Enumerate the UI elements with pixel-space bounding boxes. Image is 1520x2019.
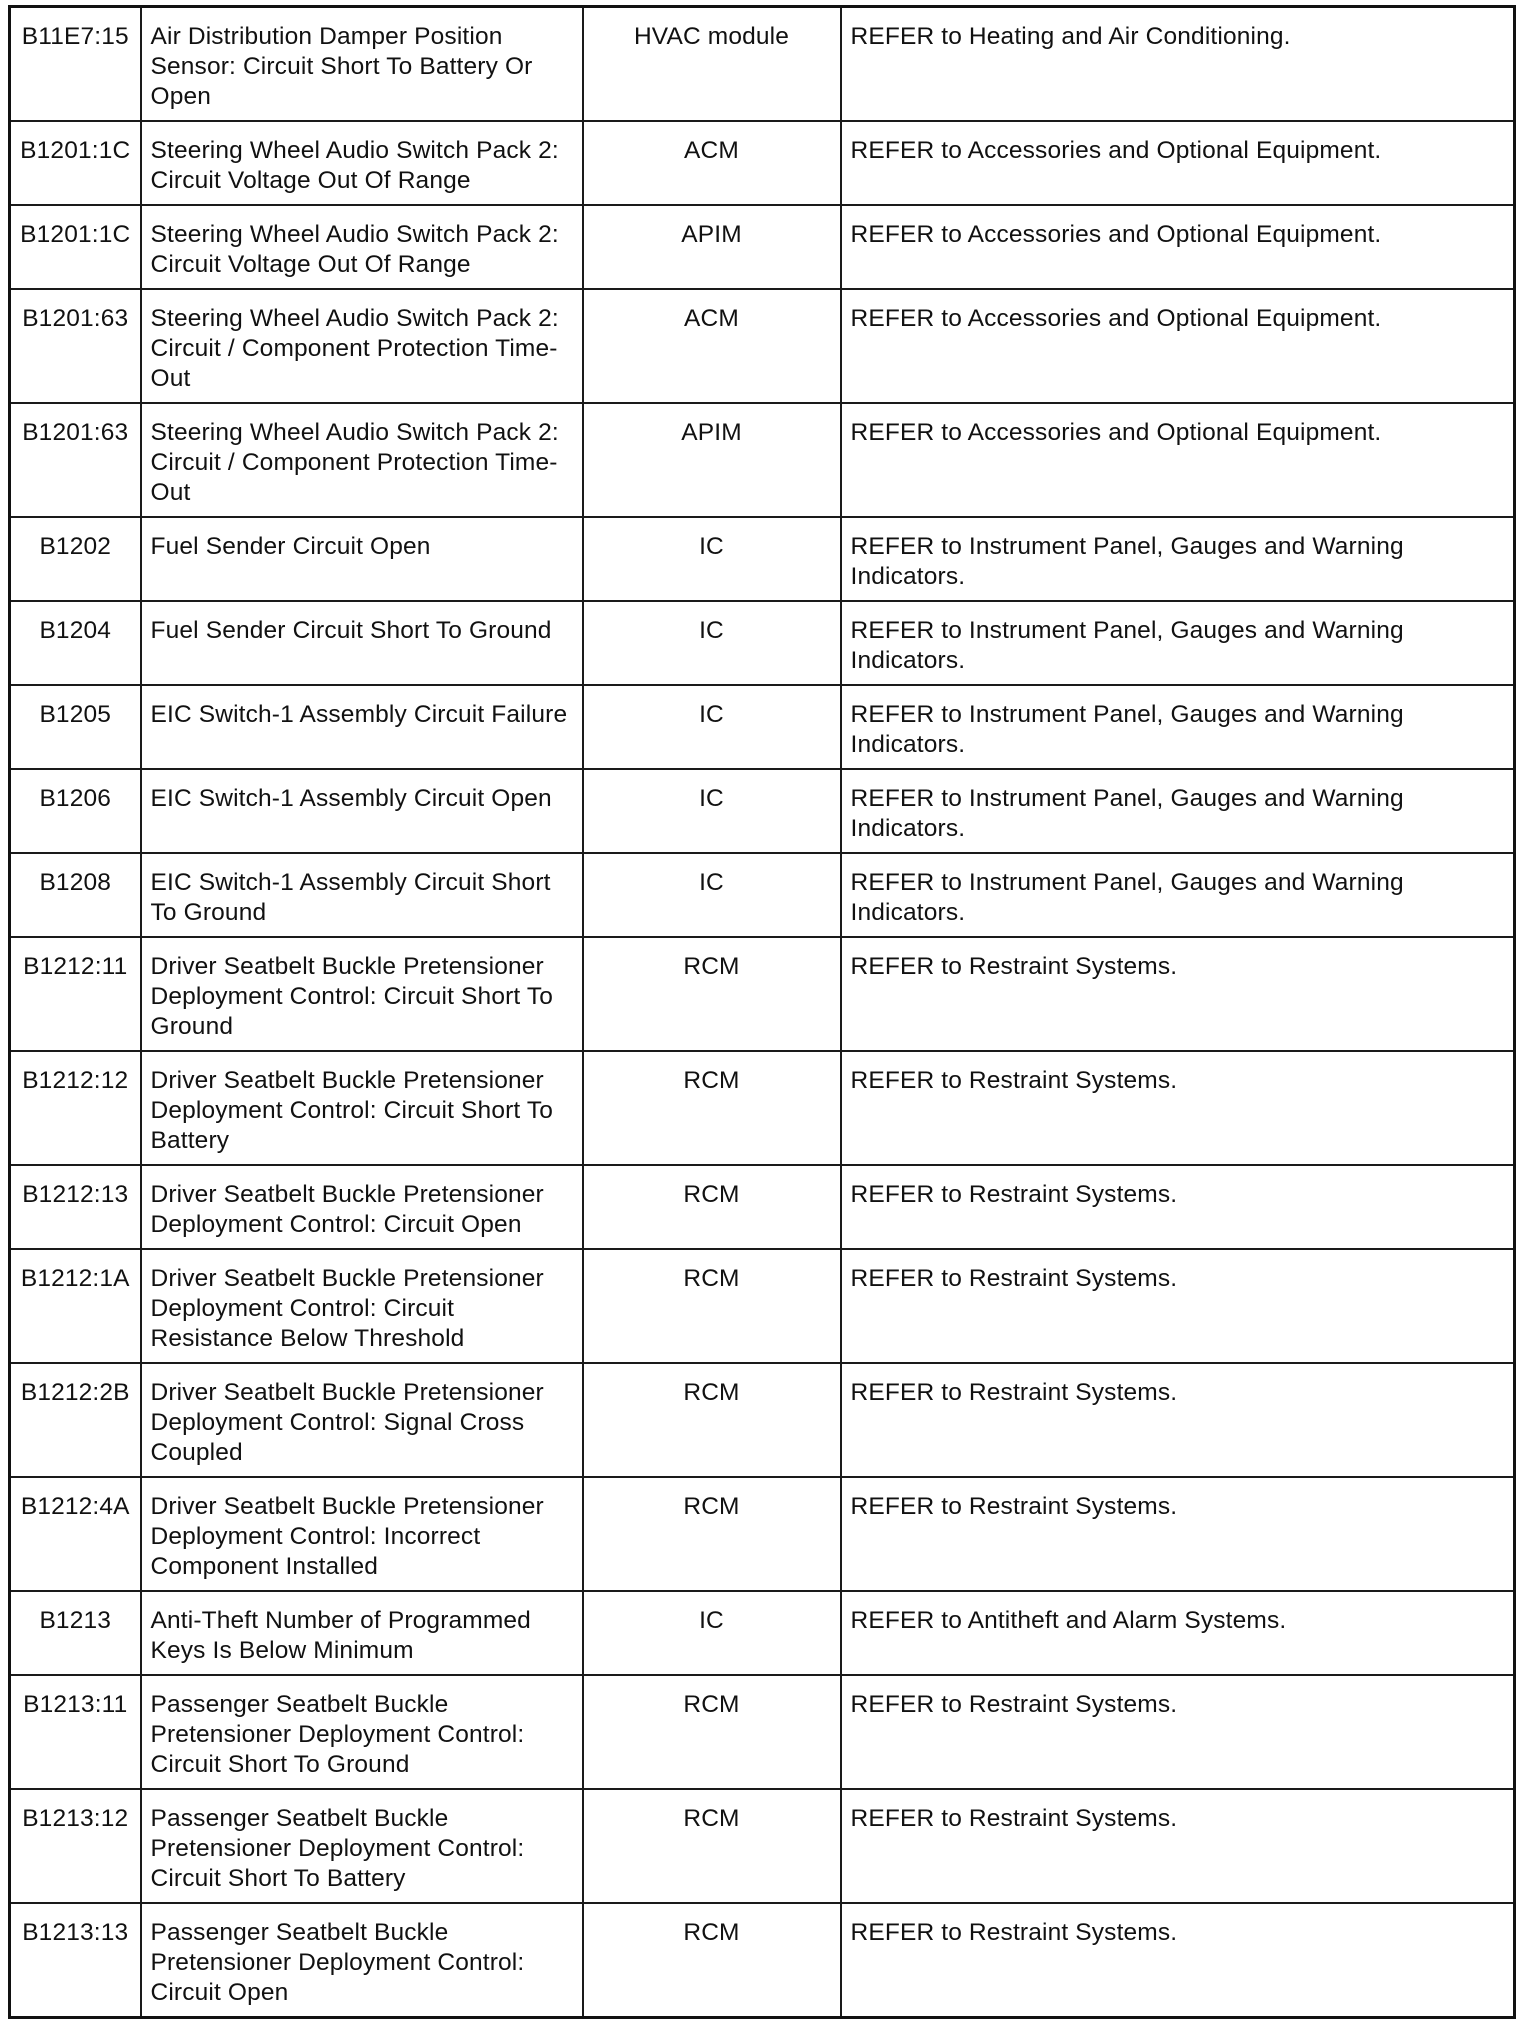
- dtc-module-cell: IC: [583, 853, 841, 937]
- dtc-description-cell: Driver Seatbelt Buckle Pretensioner Deployment Control: Signal Cross Coupled: [141, 1363, 583, 1477]
- dtc-action-cell: REFER to Instrument Panel, Gauges and Warning Indicators.: [841, 769, 1515, 853]
- dtc-module-cell: RCM: [583, 1249, 841, 1363]
- dtc-code-cell: B1201:1C: [10, 121, 141, 205]
- dtc-action-cell: REFER to Antitheft and Alarm Systems.: [841, 1591, 1515, 1675]
- dtc-module-cell: IC: [583, 1591, 841, 1675]
- table-row: [10, 769, 1515, 853]
- dtc-code-cell: B1205: [10, 685, 141, 769]
- dtc-action-cell: REFER to Instrument Panel, Gauges and Warning Indicators.: [841, 685, 1515, 769]
- dtc-module-cell: IC: [583, 517, 841, 601]
- dtc-description-cell: Passenger Seatbelt Buckle Pretensioner Deployment Control: Circuit Open: [141, 1903, 583, 2018]
- dtc-code-cell: B1201:63: [10, 289, 141, 403]
- dtc-module-cell: RCM: [583, 1165, 841, 1249]
- table-row: [10, 1789, 1515, 1903]
- dtc-action-cell: REFER to Instrument Panel, Gauges and Warning Indicators.: [841, 517, 1515, 601]
- table-row: [10, 1363, 1515, 1477]
- dtc-description-cell: Fuel Sender Circuit Short To Ground: [141, 601, 583, 685]
- dtc-action-cell: REFER to Restraint Systems.: [841, 1789, 1515, 1903]
- dtc-code-cell: B1206: [10, 769, 141, 853]
- dtc-action-cell: REFER to Instrument Panel, Gauges and Warning Indicators.: [841, 601, 1515, 685]
- dtc-module-cell: ACM: [583, 289, 841, 403]
- table-row: [10, 517, 1515, 601]
- dtc-module-cell: HVAC module: [583, 7, 841, 122]
- dtc-description-cell: Driver Seatbelt Buckle Pretensioner Deployment Control: Circuit Short To Ground: [141, 937, 583, 1051]
- dtc-description-cell: Driver Seatbelt Buckle Pretensioner Deployment Control: Circuit Resistance Below Threshold: [141, 1249, 583, 1363]
- dtc-description-cell: Steering Wheel Audio Switch Pack 2: Circuit / Component Protection Time-Out: [141, 403, 583, 517]
- dtc-action-cell: REFER to Restraint Systems.: [841, 1675, 1515, 1789]
- table-row: [10, 1165, 1515, 1249]
- dtc-module-cell: RCM: [583, 937, 841, 1051]
- dtc-description-cell: Passenger Seatbelt Buckle Pretensioner Deployment Control: Circuit Short To Ground: [141, 1675, 583, 1789]
- dtc-module-cell: APIM: [583, 205, 841, 289]
- dtc-code-cell: B1213: [10, 1591, 141, 1675]
- dtc-description-cell: Fuel Sender Circuit Open: [141, 517, 583, 601]
- dtc-code-cell: B1212:12: [10, 1051, 141, 1165]
- dtc-code-cell: B1212:2B: [10, 1363, 141, 1477]
- table-row: [10, 1591, 1515, 1675]
- dtc-action-cell: REFER to Restraint Systems.: [841, 937, 1515, 1051]
- dtc-table-body: [10, 7, 1515, 2018]
- dtc-description-cell: Anti-Theft Number of Programmed Keys Is Below Minimum: [141, 1591, 583, 1675]
- dtc-code-cell: B1212:1A: [10, 1249, 141, 1363]
- dtc-module-cell: IC: [583, 685, 841, 769]
- dtc-description-cell: Steering Wheel Audio Switch Pack 2: Circuit Voltage Out Of Range: [141, 121, 583, 205]
- dtc-code-cell: B1213:12: [10, 1789, 141, 1903]
- dtc-description-cell: EIC Switch-1 Assembly Circuit Short To Ground: [141, 853, 583, 937]
- table-row: [10, 1675, 1515, 1789]
- dtc-code-cell: B1213:11: [10, 1675, 141, 1789]
- dtc-module-cell: IC: [583, 769, 841, 853]
- table-row: [10, 1477, 1515, 1591]
- dtc-module-cell: ACM: [583, 121, 841, 205]
- table-row: [10, 1903, 1515, 2018]
- dtc-action-cell: REFER to Restraint Systems.: [841, 1477, 1515, 1591]
- table-row: [10, 1051, 1515, 1165]
- dtc-code-cell: B11E7:15: [10, 7, 141, 122]
- dtc-module-cell: IC: [583, 601, 841, 685]
- dtc-code-cell: B1213:13: [10, 1903, 141, 2018]
- dtc-code-cell: B1201:1C: [10, 205, 141, 289]
- dtc-action-cell: REFER to Heating and Air Conditioning.: [841, 7, 1515, 122]
- dtc-action-cell: REFER to Restraint Systems.: [841, 1903, 1515, 2018]
- table-row: [10, 7, 1515, 122]
- dtc-description-cell: Steering Wheel Audio Switch Pack 2: Circuit / Component Protection Time-Out: [141, 289, 583, 403]
- dtc-code-cell: B1212:13: [10, 1165, 141, 1249]
- dtc-module-cell: APIM: [583, 403, 841, 517]
- dtc-module-cell: RCM: [583, 1477, 841, 1591]
- dtc-action-cell: REFER to Accessories and Optional Equipment.: [841, 403, 1515, 517]
- dtc-description-cell: Air Distribution Damper Position Sensor: Circuit Short To Battery Or Open: [141, 7, 583, 122]
- dtc-module-cell: RCM: [583, 1363, 841, 1477]
- table-row: [10, 1249, 1515, 1363]
- dtc-action-cell: REFER to Restraint Systems.: [841, 1363, 1515, 1477]
- table-row: [10, 685, 1515, 769]
- dtc-action-cell: REFER to Accessories and Optional Equipment.: [841, 121, 1515, 205]
- dtc-action-cell: REFER to Instrument Panel, Gauges and Warning Indicators.: [841, 853, 1515, 937]
- table-row: [10, 121, 1515, 205]
- dtc-action-cell: REFER to Restraint Systems.: [841, 1165, 1515, 1249]
- dtc-description-cell: Driver Seatbelt Buckle Pretensioner Deployment Control: Incorrect Component Installed: [141, 1477, 583, 1591]
- dtc-module-cell: RCM: [583, 1903, 841, 2018]
- dtc-module-cell: RCM: [583, 1789, 841, 1903]
- table-row: [10, 205, 1515, 289]
- dtc-action-cell: REFER to Accessories and Optional Equipment.: [841, 289, 1515, 403]
- dtc-code-cell: B1212:4A: [10, 1477, 141, 1591]
- dtc-code-cell: B1208: [10, 853, 141, 937]
- dtc-module-cell: RCM: [583, 1051, 841, 1165]
- table-row: [10, 403, 1515, 517]
- dtc-action-cell: REFER to Restraint Systems.: [841, 1249, 1515, 1363]
- dtc-description-cell: Steering Wheel Audio Switch Pack 2: Circuit Voltage Out Of Range: [141, 205, 583, 289]
- dtc-action-cell: REFER to Accessories and Optional Equipment.: [841, 205, 1515, 289]
- dtc-code-cell: B1202: [10, 517, 141, 601]
- dtc-code-cell: B1204: [10, 601, 141, 685]
- dtc-description-cell: Driver Seatbelt Buckle Pretensioner Deployment Control: Circuit Short To Battery: [141, 1051, 583, 1165]
- dtc-module-cell: RCM: [583, 1675, 841, 1789]
- dtc-action-cell: REFER to Restraint Systems.: [841, 1051, 1515, 1165]
- dtc-code-cell: B1212:11: [10, 937, 141, 1051]
- dtc-description-cell: Driver Seatbelt Buckle Pretensioner Deployment Control: Circuit Open: [141, 1165, 583, 1249]
- dtc-code-cell: B1201:63: [10, 403, 141, 517]
- dtc-description-cell: EIC Switch-1 Assembly Circuit Failure: [141, 685, 583, 769]
- dtc-description-cell: Passenger Seatbelt Buckle Pretensioner Deployment Control: Circuit Short To Battery: [141, 1789, 583, 1903]
- table-row: [10, 601, 1515, 685]
- dtc-table: [8, 5, 1516, 2019]
- dtc-description-cell: EIC Switch-1 Assembly Circuit Open: [141, 769, 583, 853]
- table-row: [10, 937, 1515, 1051]
- table-row: [10, 853, 1515, 937]
- table-row: [10, 289, 1515, 403]
